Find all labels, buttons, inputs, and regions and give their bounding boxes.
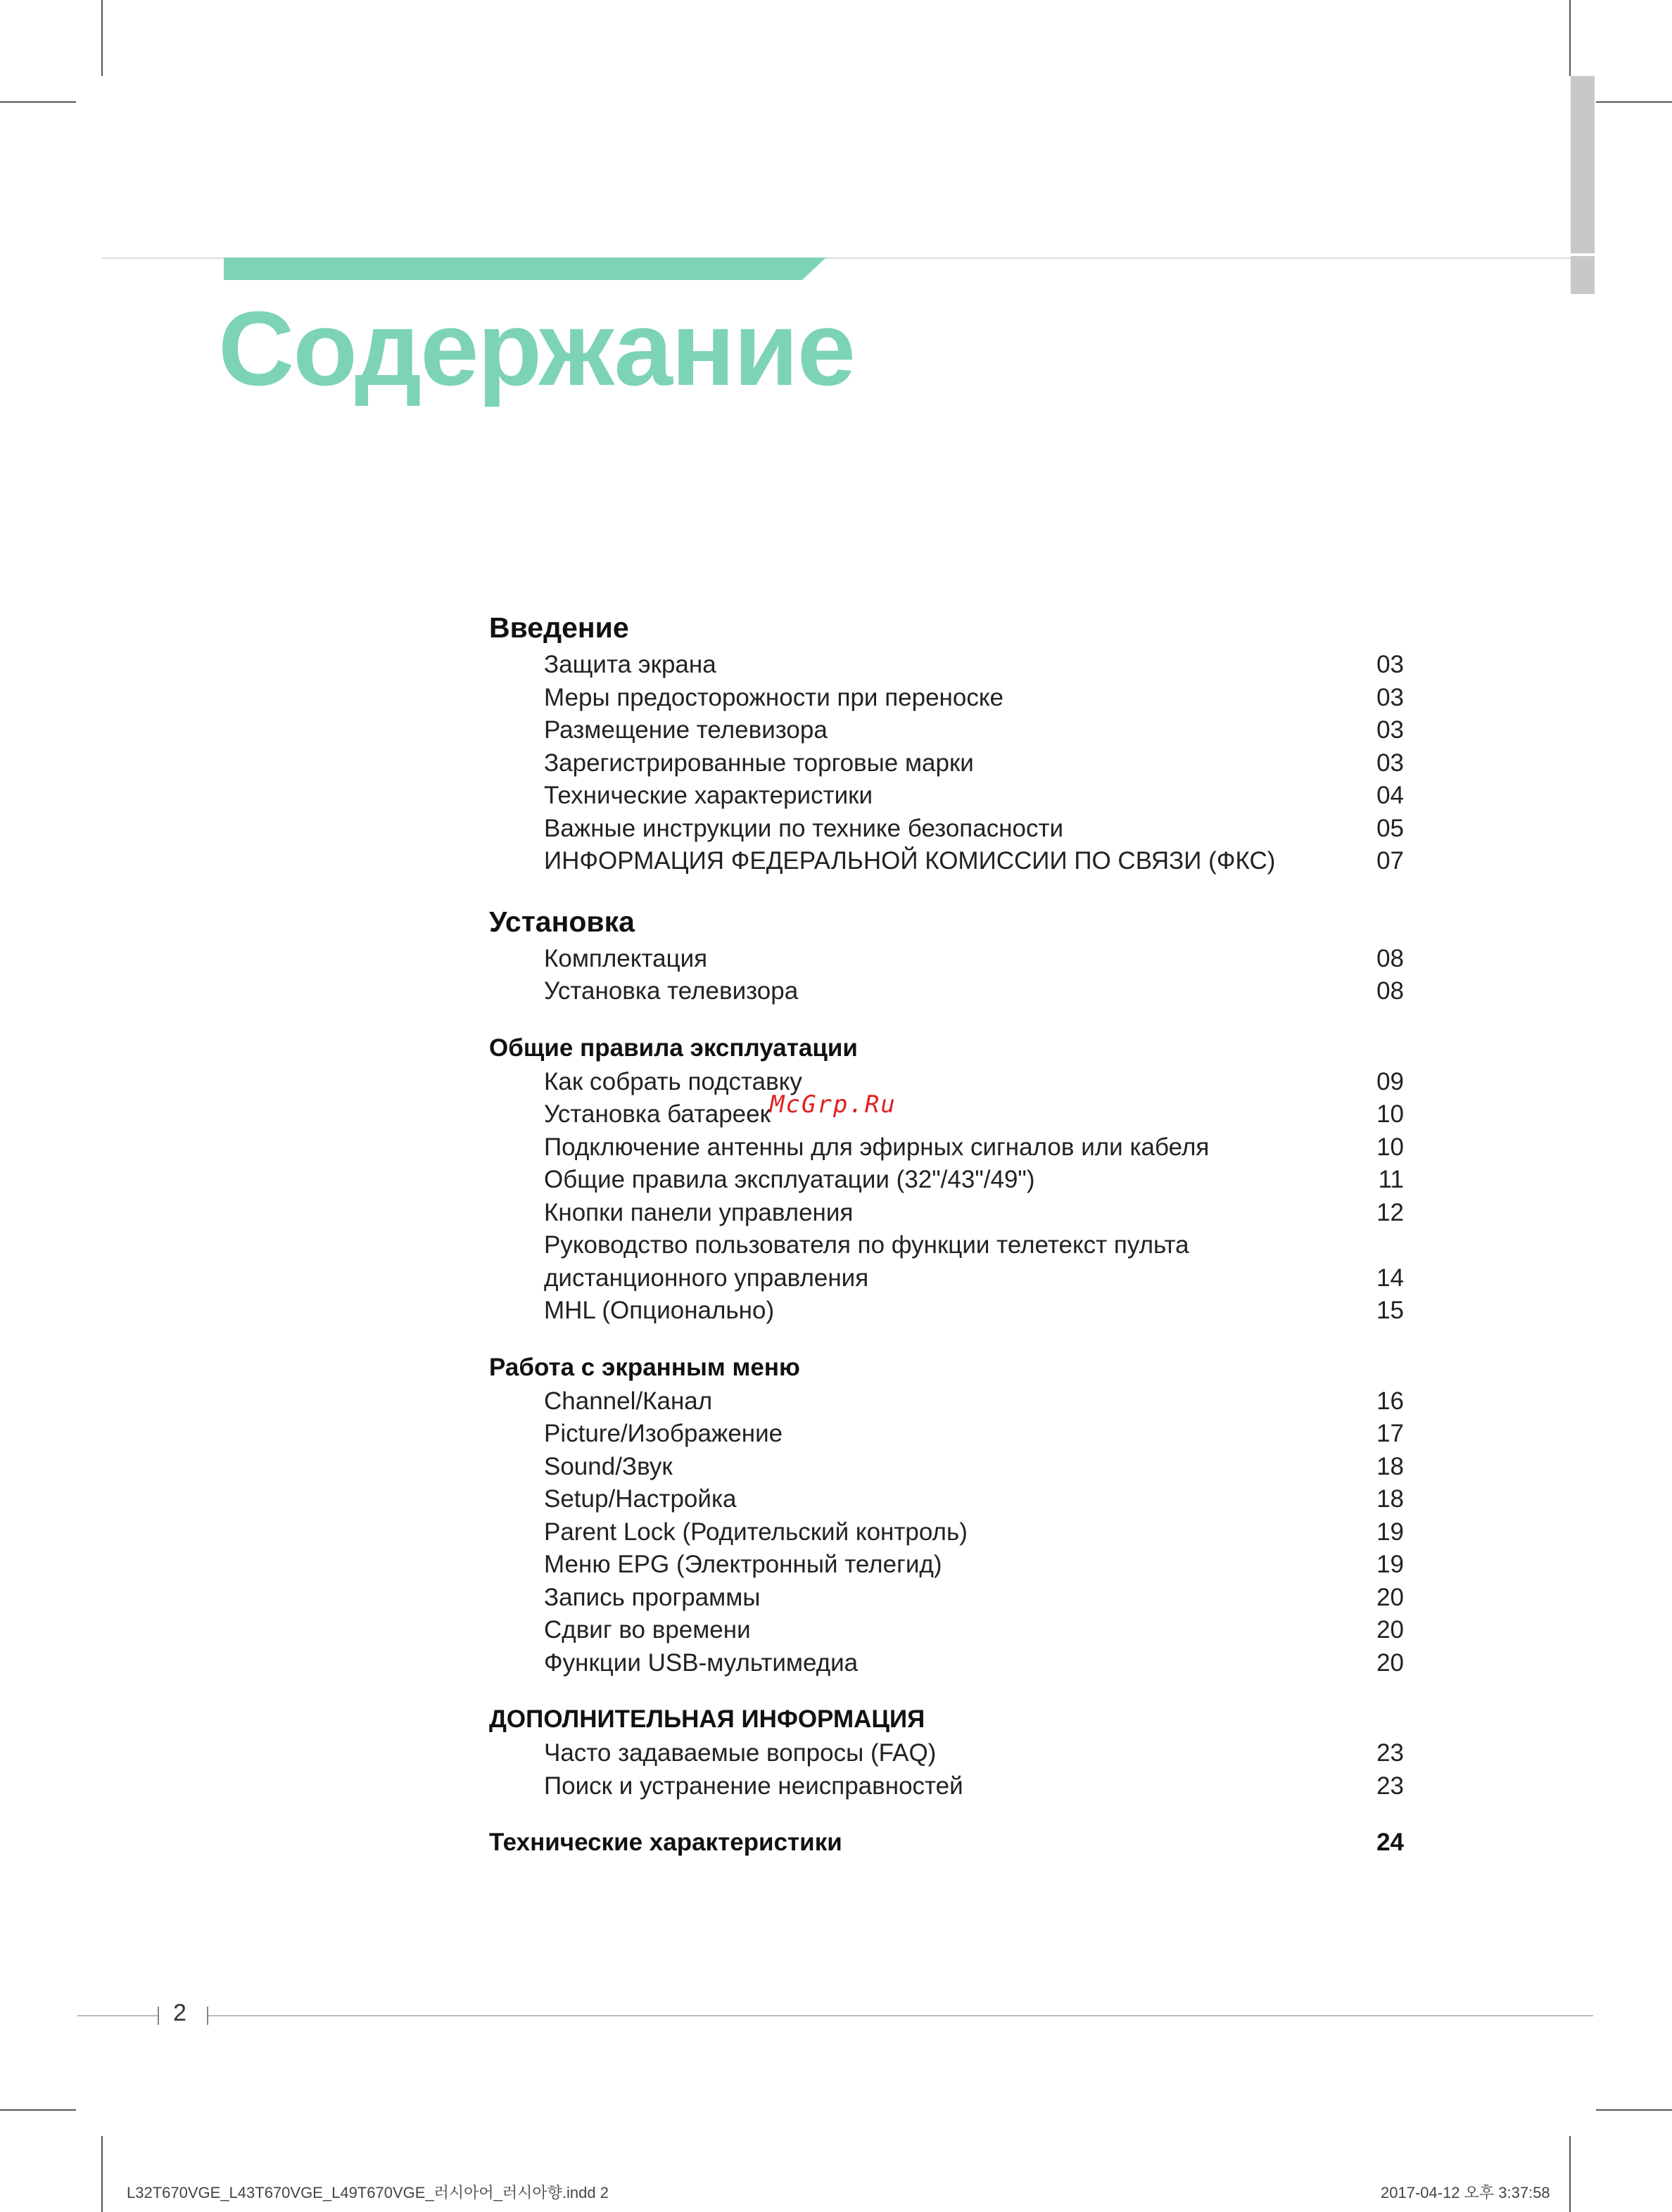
toc-entry-label: Кнопки панели управления bbox=[544, 1198, 854, 1226]
page-number: 2 bbox=[173, 2000, 186, 2026]
toc-entry-page: 24 bbox=[1376, 1829, 1404, 1856]
toc-entry-label: Зарегистрированные торговые марки bbox=[544, 749, 974, 777]
print-date-info: 2017-04-12 오후 3:37:58 bbox=[1381, 2184, 1550, 2201]
toc-entry-page: 16 bbox=[1376, 1387, 1404, 1415]
toc-entry[interactable] bbox=[489, 1483, 1404, 1516]
toc-entry-page: 08 bbox=[1376, 944, 1404, 972]
crop-mark bbox=[101, 0, 103, 76]
toc-entry-page: 11 bbox=[1378, 1166, 1404, 1193]
toc-entry-page: 17 bbox=[1376, 1420, 1404, 1447]
accent-bar bbox=[224, 258, 826, 280]
section-title: Введение bbox=[489, 611, 629, 644]
toc-entry[interactable] bbox=[489, 747, 1404, 780]
toc-entry-label: MHL (Опционально) bbox=[544, 1297, 775, 1324]
toc-entry-page: 18 bbox=[1376, 1485, 1404, 1513]
toc-entry-page: 03 bbox=[1376, 651, 1404, 678]
toc-entry-page: 19 bbox=[1376, 1551, 1404, 1578]
toc-entry[interactable] bbox=[489, 682, 1404, 715]
toc-entry-page: 03 bbox=[1376, 683, 1404, 711]
crop-mark bbox=[0, 101, 76, 103]
toc-entry-label: Меры предосторожности при переноске bbox=[544, 683, 1004, 711]
footer-rule bbox=[77, 2015, 158, 2016]
toc-entry-page: 12 bbox=[1376, 1198, 1404, 1226]
toc-entry[interactable] bbox=[489, 1770, 1404, 1803]
toc-entry-label: Запись программы bbox=[544, 1583, 761, 1611]
crop-mark bbox=[1569, 0, 1571, 76]
toc-entry-page: 20 bbox=[1376, 1616, 1404, 1644]
toc-entry-page: 15 bbox=[1376, 1297, 1404, 1324]
toc-entry[interactable] bbox=[489, 1098, 1404, 1131]
toc-entry[interactable] bbox=[489, 1549, 1404, 1582]
toc-entry-page: 03 bbox=[1376, 749, 1404, 777]
toc-entry-page: 23 bbox=[1376, 1739, 1404, 1767]
toc-entry-page: 19 bbox=[1376, 1518, 1404, 1546]
toc-section-intro bbox=[489, 606, 1404, 878]
toc-entry[interactable] bbox=[489, 780, 1404, 813]
toc-entry[interactable] bbox=[489, 714, 1404, 747]
toc-entry[interactable] bbox=[489, 975, 1404, 1008]
toc-entry-label: Важные инструкции по технике безопасности bbox=[544, 814, 1064, 842]
crop-mark bbox=[1569, 2136, 1571, 2212]
toc-entry-label: Технические характеристики bbox=[489, 1829, 842, 1856]
side-tab bbox=[1571, 76, 1595, 294]
toc-entry[interactable] bbox=[489, 649, 1404, 682]
toc-entry[interactable] bbox=[489, 1131, 1404, 1164]
toc-entry-page: 10 bbox=[1376, 1100, 1404, 1128]
print-file-info: L32T670VGE_L43T670VGE_L49T670VGE_러시아어_러시아향.indd 2 bbox=[127, 2184, 609, 2201]
section-title: Установка bbox=[489, 905, 635, 938]
toc-entry[interactable] bbox=[489, 1066, 1404, 1099]
toc-entry-page: 14 bbox=[1376, 1264, 1404, 1292]
toc-entry-label: Установка батареек bbox=[544, 1100, 771, 1128]
toc-entry-page: 03 bbox=[1376, 716, 1404, 744]
toc-entry[interactable] bbox=[489, 1385, 1404, 1418]
toc-entry-page: 18 bbox=[1376, 1452, 1404, 1480]
section-title: Работа с экранным меню bbox=[489, 1353, 800, 1381]
crop-mark bbox=[1596, 2109, 1672, 2111]
toc-entry-page: 09 bbox=[1376, 1067, 1404, 1095]
crop-mark bbox=[0, 2109, 76, 2111]
crop-mark bbox=[101, 2136, 103, 2212]
crop-mark bbox=[1596, 101, 1672, 103]
toc-entry-label: Channel/Канал bbox=[544, 1387, 713, 1415]
toc-entry-label: Общие правила эксплуатации (32"/43"/49") bbox=[544, 1166, 1035, 1193]
toc-entry[interactable] bbox=[489, 813, 1404, 846]
toc-entry-label: Размещение телевизора bbox=[544, 716, 828, 744]
toc-entry[interactable] bbox=[489, 1197, 1404, 1230]
toc-entry-page: 23 bbox=[1376, 1772, 1404, 1800]
toc-entry-page: 10 bbox=[1376, 1133, 1404, 1161]
toc-entry-page: 04 bbox=[1376, 782, 1404, 809]
footer-rule bbox=[208, 2015, 1593, 2016]
toc-entry-label: Поиск и устранение неисправностей bbox=[544, 1772, 963, 1800]
toc-entry-label: Setup/Настройка bbox=[544, 1485, 737, 1513]
toc-section-installation bbox=[489, 901, 1404, 1008]
toc-entry-label: Picture/Изображение bbox=[544, 1420, 783, 1447]
toc-entry-page: 07 bbox=[1376, 847, 1404, 875]
toc-entry-line1[interactable]: Руководство пользователя по функции телетекст пульта bbox=[544, 1231, 1189, 1259]
toc-entry[interactable] bbox=[489, 1164, 1404, 1197]
toc-entry-label: Защита экрана bbox=[544, 651, 716, 678]
toc-entry[interactable] bbox=[489, 1516, 1404, 1549]
toc-entry-label: Функции USB-мультимедиа bbox=[544, 1648, 859, 1677]
toc-entry[interactable] bbox=[489, 1451, 1404, 1484]
toc-entry[interactable] bbox=[489, 1295, 1404, 1328]
toc-entry-label: Sound/Звук bbox=[544, 1452, 673, 1480]
toc-entry-label: Меню EPG (Электронный телегид) bbox=[544, 1551, 942, 1578]
table-of-contents bbox=[489, 606, 1404, 1860]
toc-entry-label: Подключение антенны для эфирных сигналов или кабеля bbox=[544, 1133, 1210, 1161]
toc-entry-page: 20 bbox=[1376, 1648, 1404, 1677]
toc-section-additional-info bbox=[489, 1702, 1404, 1803]
toc-entry[interactable] bbox=[489, 1418, 1404, 1451]
toc-entry[interactable] bbox=[489, 845, 1404, 878]
toc-entry-label: Parent Lock (Родительский контроль) bbox=[544, 1518, 968, 1546]
section-title: Общие правила эксплуатации bbox=[489, 1034, 858, 1062]
footer-tick bbox=[158, 2007, 159, 2025]
toc-entry[interactable] bbox=[489, 1262, 1404, 1295]
toc-entry-specs[interactable] bbox=[489, 1825, 1404, 1860]
toc-entry-label: дистанционного управления bbox=[544, 1264, 869, 1292]
toc-entry-page: 05 bbox=[1376, 814, 1404, 842]
toc-entry-label: Комплектация bbox=[544, 944, 708, 972]
watermark: McGrp.Ru bbox=[770, 1091, 897, 1119]
toc-entry[interactable] bbox=[489, 1614, 1404, 1647]
section-title: ДОПОЛНИТЕЛЬНАЯ ИНФОРМАЦИЯ bbox=[489, 1705, 925, 1733]
toc-entry[interactable] bbox=[489, 1582, 1404, 1615]
toc-entry-label: ИНФОРМАЦИЯ ФЕДЕРАЛЬНОЙ КОМИССИИ ПО СВЯЗИ (ФКС) bbox=[544, 847, 1276, 875]
toc-entry[interactable] bbox=[489, 943, 1404, 976]
toc-entry-label: Сдвиг во времени bbox=[544, 1616, 751, 1644]
toc-entry-page: 08 bbox=[1376, 977, 1404, 1005]
toc-entry[interactable] bbox=[489, 1737, 1404, 1770]
toc-entry-label: Часто задаваемые вопросы (FAQ) bbox=[544, 1739, 937, 1767]
toc-entry-label: Установка телевизора bbox=[544, 977, 799, 1005]
toc-entry-page: 20 bbox=[1376, 1583, 1404, 1611]
toc-entry[interactable] bbox=[489, 1647, 1404, 1680]
page-title: Содержание bbox=[218, 289, 855, 407]
toc-entry-label: Как собрать подставку bbox=[544, 1067, 802, 1095]
toc-entry-label: Технические характеристики bbox=[544, 782, 873, 809]
toc-section-osd-menu bbox=[489, 1350, 1404, 1680]
toc-section-general-use bbox=[489, 1031, 1404, 1328]
